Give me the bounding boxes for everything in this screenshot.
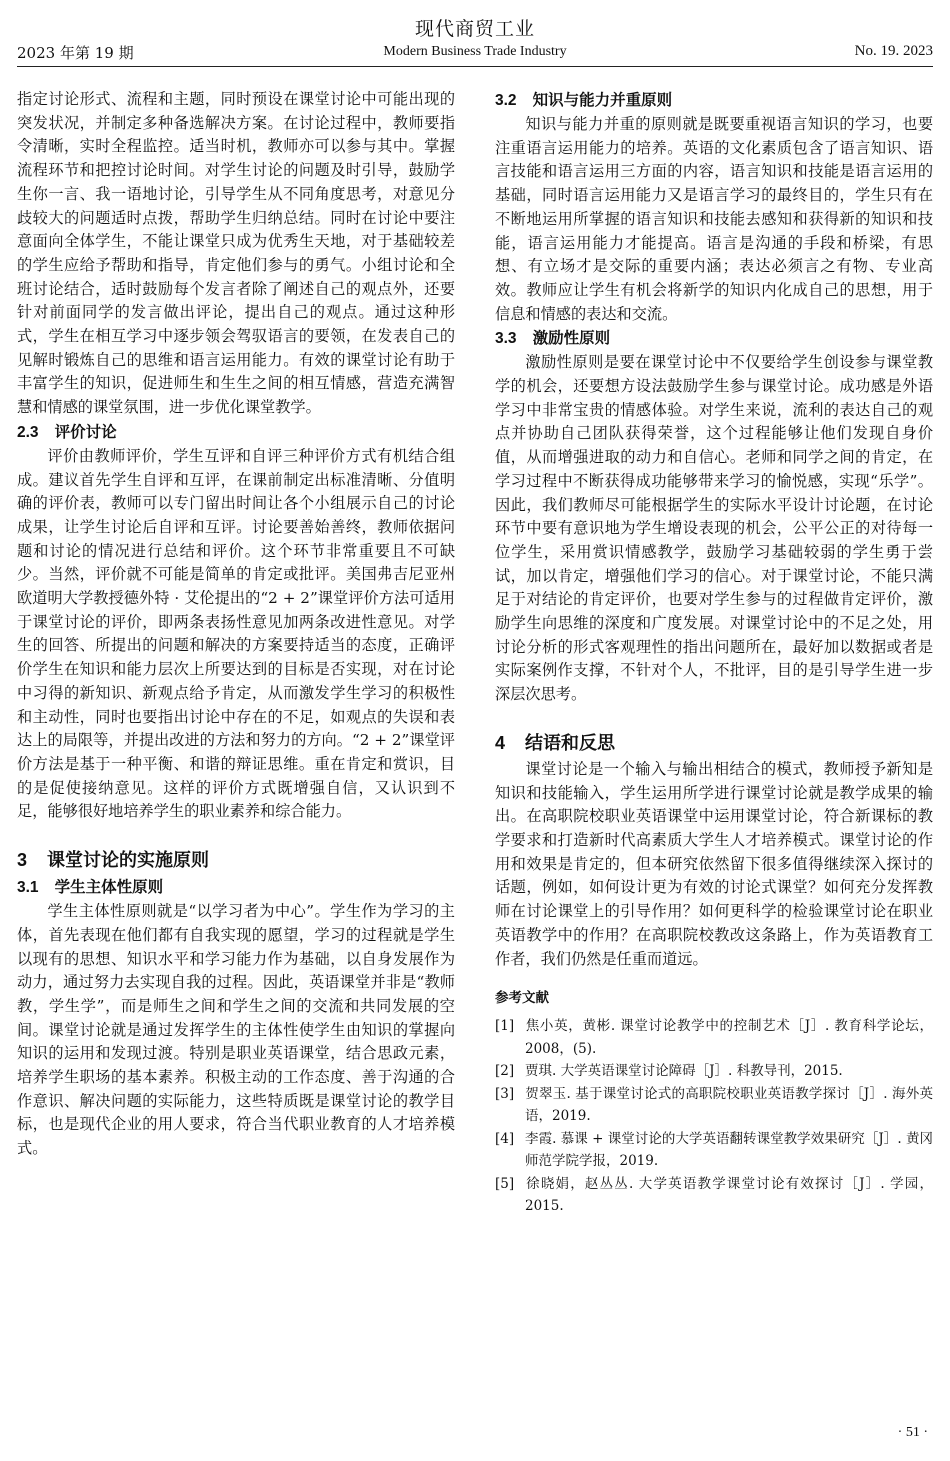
section-number: 3.3 (495, 330, 517, 348)
section-heading-4 (495, 729, 933, 758)
right-column (495, 88, 933, 1218)
left-column (17, 88, 455, 1161)
reference-text: 焦小英，黄彬. 课堂讨论教学中的控制艺术［J］. 教育科学论坛，2008，(5). (525, 1018, 933, 1057)
paragraph: 指定讨论形式、流程和主题，同时预设在课堂讨论中可能出现的突发状况，并制定多种备选解决方案。在讨论过程中，教师要指令清晰，实时全程监控。适当时机，教师亦可以参与其中。掌握流程环节和把控讨论时间。对学生讨论的问题及时引导，鼓励学生你一言、我一语地讨论，引导学生从不同角度思考，对意见分歧较大的问题适时点拨，帮助学生归纳总结。同时在讨论中要注意面向全体学生，不能让课堂只成为优秀生天地，对于基础较差的学生应给予帮助和指导，肯定他们参与的勇气。小组讨论和全班讨论结合，适时鼓励每个发言者除了阐述自己的观点外，还要针对前面同学的发言做出评论，提出自己的观点。通过这种形式，学生在相互学习中逐步领会驾驭语言的要领，在发表自己的见解时锻炼自己的思维和语言运用能力。有效的课堂讨论有助于丰富学生的知识，促进师生和生生之间的相互情感，营造充满智慧和情感的课堂氛围，进一步优化课堂教学。 (17, 90, 455, 417)
issue-number: No. 19. 2023 (854, 43, 933, 59)
section-title: 知识与能力并重原则 (532, 91, 673, 109)
reference-number: [2] (495, 1063, 515, 1080)
issue-label: 2023 年第 19 期 (17, 44, 134, 62)
section-number: 2.3 (17, 423, 39, 441)
reference-number: [4] (495, 1130, 515, 1147)
reference-item (495, 1060, 933, 1083)
paragraph: 课堂讨论是一个输入与输出相结合的模式，教师授予新知是知识和技能输入，学生运用所学进行课堂讨论就是教学成果的输出。在高职院校职业英语课堂中运用课堂讨论，符合新课标的教学要求和打造新时代高素质大学生人才培养模式。课堂讨论的作用和效果是肯定的，但本研究依然留下很多值得继续深入探讨的话题，例如，如何设计更为有效的讨论式课堂？如何充分发挥教师在讨论课堂上的引导作用？如何更科学的检验课堂讨论在职业英语教学中的作用？在高职院校教改这条路上，作为英语教育工作者，我们仍然是任重而道远。 (495, 759, 933, 968)
section-heading-3-2 (495, 88, 933, 113)
spacer (495, 707, 933, 729)
section-number: 4 (495, 732, 506, 753)
reference-number: [1] (495, 1018, 515, 1035)
reference-item (495, 1015, 933, 1060)
reference-item (495, 1173, 933, 1218)
paragraph: 学生主体性原则就是“以学习者为中心”。学生作为学习的主体，首先表现在他们都有自我实现的愿望，学习的过程就是学生以现有的思想、知识水平和学习能力作为基础，以自身发展作为动力，通过努力去实现自我的过程。因此，英语课堂并非是“教师教，学生学”，而是师生之间和学生之间的交流和共同发展的空间。课堂讨论就是通过发挥学生的主体性使学生由知识的掌握向知识的运用和发现过渡。特别是职业英语课堂，结合思政元素，培养学生职场的基本素养。积极主动的工作态度、善于沟通的合作意识、解决问题的实际能力，这些特质既是课堂讨论的教学目标，也是现代企业的用人要求，符合当代职业教育的人才培养模式。 (17, 902, 455, 1158)
reference-item (495, 1083, 933, 1128)
reference-number: [3] (495, 1085, 515, 1102)
reference-number: [5] (495, 1175, 515, 1192)
reference-text: 徐晓娟，赵丛丛. 大学英语教学课堂讨论有效探讨［J］. 学园，2015. (525, 1175, 933, 1215)
reference-item (495, 1128, 933, 1173)
reference-text: 贺翠玉. 基于课堂讨论式的高职院校职业英语教学探讨［J］. 海外英语，2019. (525, 1085, 933, 1125)
page-number: · 51 · (897, 1425, 928, 1440)
spacer (17, 824, 455, 846)
paragraph: 激励性原则是要在课堂讨论中不仅要给学生创设参与课堂教学的机会，还要想方设法鼓励学生参与课堂讨论。成功感是外语学习中非常宝贵的情感体验。对学生来说，流利的表达自己的观点并协助自己团队获得荣誉，这个过程能够让他们发现自身价值，从而增强进取的动力和自信心。老师和同学之间的肯定，在学习过程中不断获得成功能够带来学习的愉悦感，实现“乐学”。因此，我们教师尽可能根据学生的实际水平设计讨论题，在讨论环节中要有意识地为学生增设表现的机会，公平公正的对待每一位学生，采用赏识情感教学，鼓励学习基础较弱的学生勇于尝试，加以肯定，增强他们学习的信心。对于课堂讨论，不能只满足于对结论的肯定评价，也要对学生参与的过程做肯定评价，激励学生向思维的深度和广度发展。对课堂讨论中的不足之处，用讨论分析的形式客观理性的指出问题所在，最好加以数据或者是实际案例作支撑，不针对个人，不批评，目的是引导学生进一步深层次思考。 (495, 353, 933, 704)
reference-text: 贾琪. 大学英语课堂讨论障碍［J］. 科教导刊，2015. (525, 1063, 843, 1080)
section-title: 评价讨论 (54, 422, 117, 441)
section-heading-2-3 (17, 420, 455, 445)
section-heading-3-3 (495, 326, 933, 351)
section-number: 3.1 (17, 879, 39, 897)
journal-title: 现代商贸工业 (414, 18, 535, 40)
section-heading-3-1 (17, 875, 455, 900)
paragraph: 知识与能力并重的原则就是既要重视语言知识的学习，也要注重语言运用能力的培养。英语的文化素质包含了语言知识、语言技能和语言运用三方面的内容，语言知识和技能是语言运用的基础，同时语言运用能力又是语言学习的最终目的，学生只有在不断地运用所掌握的语言知识和技能去感知和获得新的知识和技能，语言运用能力才能提高。语言是沟通的手段和桥梁，有思想、有立场才是交际的重要内涵；表达必须言之有物、专业高效。教师应让学生有机会将新学的知识内化成自己的思想，用于信息和情感的表达和交流。 (495, 115, 933, 323)
section-number: 3 (17, 850, 28, 871)
reference-text: 李霞. 慕课 + 课堂讨论的大学英语翻转课堂教学效果研究［J］. 黄冈师范学院学报，2019. (525, 1130, 933, 1170)
section-number: 3.2 (495, 92, 517, 109)
section-title: 结语和反思 (525, 732, 616, 754)
section-title: 激励性原则 (532, 329, 611, 348)
section-heading-3 (17, 846, 455, 875)
paragraph: 评价由教师评价，学生互评和自评三种评价方式有机结合组成。建议首先学生自评和互评，在课前制定出标准清晰、分值明确的评价表，教师可以专门留出时间让各个小组展示自己的讨论成果，让学生讨论后自评和互评。讨论要善始善终，教师依据问题和讨论的情况进行总结和评价。这个环节非常重要且不可缺少。当然，评价就不可能是简单的肯定或批评。美国弗吉尼亚州欧道明大学教授德外特 · 艾伦提出的“2 + 2”课堂评价方法可适用于课堂讨论的评价，即两条表扬性意见加两条改进性意见。对学生的回答、所提出的问题和解决的方案要持适当的态度，正确评价学生在知识和能力层次上所要达到的目标是否实现，对在讨论中习得的新知识、新观点给予肯定，从而激发学生学习的积极性和主动性，同时也要指出讨论中存在的不足，如观点的失误和表达上的局限等，并提出改进的方法和努力的方向。“2 + 2”课堂评价方法是基于一种平衡、和谐的辩证思维。重在肯定和赏识，目的是促使接纳意见。这样的评价方式既增强自信，又认识到不足，能够很好地培养学生的职业素养和综合能力。 (17, 446, 455, 821)
journal-title-en: Modern Business Trade Industry (383, 44, 567, 59)
section-title: 学生主体性原则 (54, 878, 164, 897)
header-divider (17, 66, 933, 67)
reference-list (495, 1015, 933, 1218)
references-heading: 参考文献 (495, 990, 549, 1007)
section-title: 课堂讨论的实施原则 (47, 850, 210, 872)
